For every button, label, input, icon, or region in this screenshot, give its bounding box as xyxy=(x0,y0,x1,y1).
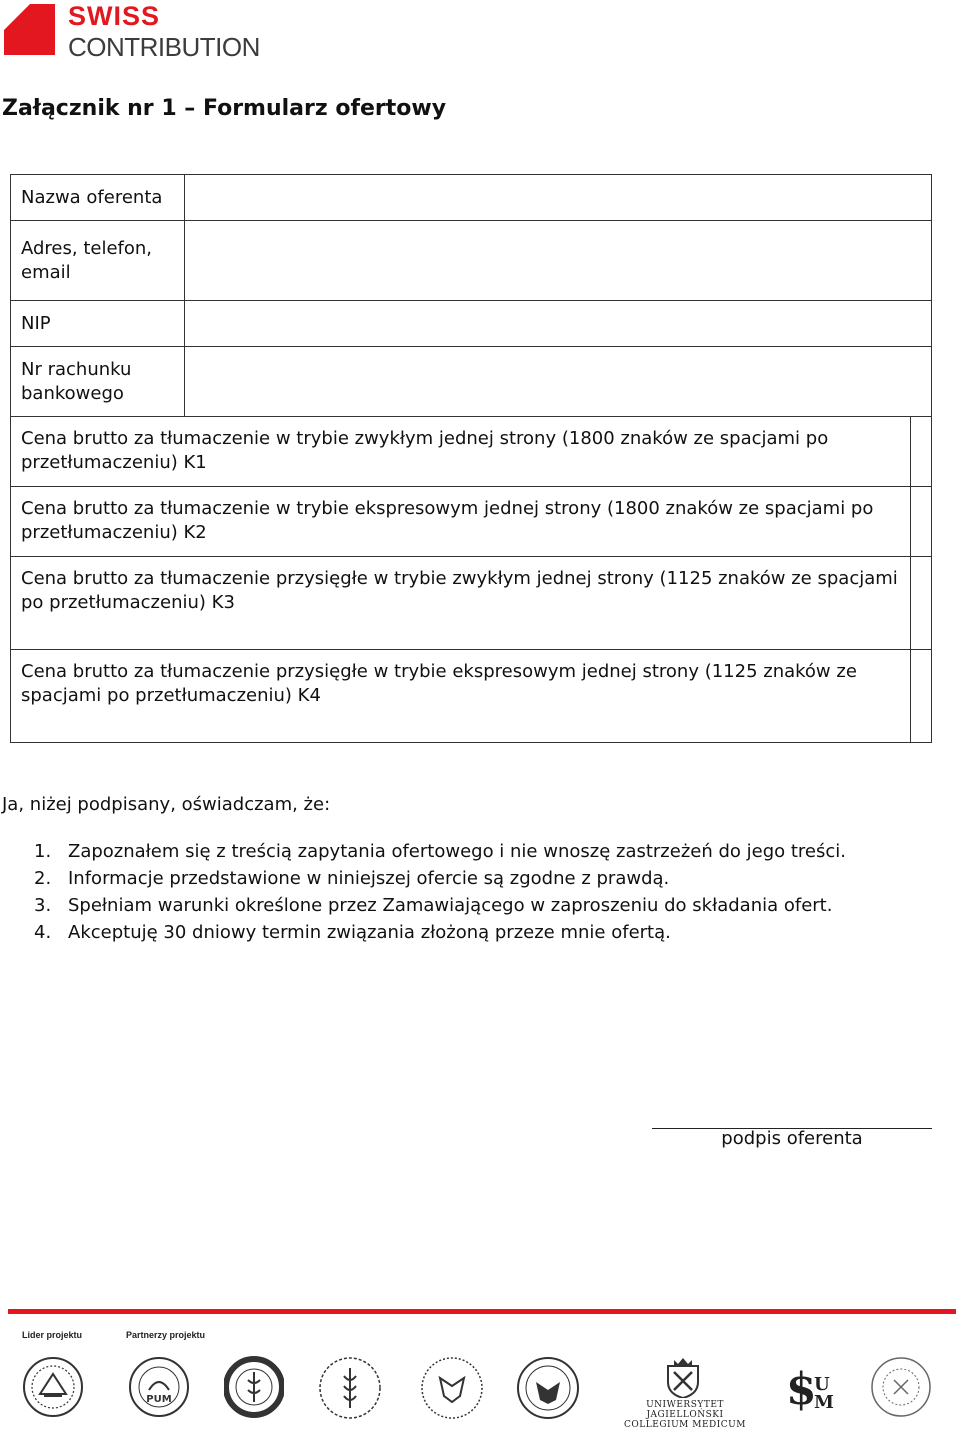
label-price-k4: Cena brutto za tłumaczenie przysięgłe w trybie ekspresowym jednej strony (1125 znaków ze spacjami po przetłumaczeniu) K4 xyxy=(11,650,911,743)
field-nip[interactable] xyxy=(185,301,932,347)
logo-text-contribution: CONTRIBUTION xyxy=(68,32,260,62)
svg-text:U: U xyxy=(814,1374,830,1395)
declaration-intro: Ja, niżej podpisany, oświadczam, że: xyxy=(2,794,331,815)
label-bank-account: Nr rachunku bankowego xyxy=(11,347,185,417)
list-item xyxy=(34,921,846,948)
label-price-k2: Cena brutto za tłumaczenie w trybie ekspresowym jednej strony (1800 znaków ze spacjami po przetłumaczeniu) K2 xyxy=(11,487,911,557)
list-item-number: 1. xyxy=(34,841,52,862)
uj-name-line-2: COLLEGIUM MEDICUM xyxy=(624,1420,746,1430)
footer-partners-label: Partnerzy projektu xyxy=(126,1330,206,1340)
field-price-k1[interactable] xyxy=(911,417,932,487)
sum-logo-icon xyxy=(784,1360,840,1412)
form-row-address xyxy=(11,221,932,301)
gdansk-seal-icon xyxy=(224,1356,284,1418)
list-item xyxy=(34,867,846,894)
form-row-k2 xyxy=(11,487,932,557)
label-price-k3: Cena brutto za tłumaczenie przysięgłe w trybie zwykłym jednej strony (1125 znaków ze spacjami po przetłumaczeniu) K3 xyxy=(11,557,911,650)
list-item-text: Spełniam warunki określone przez Zamawiającego w zaproszeniu do składania ofert. xyxy=(68,895,833,916)
svg-text:PUM: PUM xyxy=(146,1394,172,1405)
list-item-text: Akceptuję 30 dniowy termin związania złożoną przeze mnie ofertą. xyxy=(68,922,671,943)
declaration-list xyxy=(34,840,846,948)
form-row-k3 xyxy=(11,557,932,650)
svg-text:$: $ xyxy=(786,1364,817,1412)
field-address[interactable] xyxy=(185,221,932,301)
label-nip: NIP xyxy=(11,301,185,347)
form-row-name xyxy=(11,175,932,221)
swiss-contribution-logo xyxy=(4,1,304,62)
footer-divider xyxy=(8,1309,956,1314)
logo-text-swiss: SWISS xyxy=(68,1,161,31)
label-price-k1: Cena brutto za tłumaczenie w trybie zwykłym jednej strony (1800 znaków ze spacjami po przetłumaczeniu) K1 xyxy=(11,417,911,487)
svg-text:M: M xyxy=(814,1392,834,1412)
footer-lead-label: Lider projektu xyxy=(22,1330,83,1340)
field-price-k2[interactable] xyxy=(911,487,932,557)
uj-name xyxy=(610,1400,760,1430)
university-seal-icon xyxy=(22,1356,84,1418)
field-offeror-name[interactable] xyxy=(185,175,932,221)
field-price-k3[interactable] xyxy=(911,557,932,650)
field-bank-account[interactable] xyxy=(185,347,932,417)
list-item-number: 2. xyxy=(34,868,52,889)
list-item xyxy=(34,894,846,921)
logo-flag-icon xyxy=(4,4,55,55)
opole-seal-icon xyxy=(870,1356,932,1418)
warsaw-seal-icon xyxy=(420,1356,484,1420)
pum-seal-icon xyxy=(128,1356,190,1418)
label-offeror-name: Nazwa oferenta xyxy=(11,175,185,221)
offer-form-table xyxy=(10,174,932,743)
label-address: Adres, telefon, email xyxy=(11,221,185,301)
list-item-text: Zapoznałem się z treścią zapytania ofertowego i nie wnoszę zastrzeżeń do jego treści. xyxy=(68,841,847,862)
form-row-bank-account xyxy=(11,347,932,417)
list-item-number: 3. xyxy=(34,895,52,916)
list-item xyxy=(34,840,846,867)
bialystok-seal-icon xyxy=(318,1356,382,1420)
list-item-text: Informacje przedstawione w niniejszej ofercie są zgodne z prawdą. xyxy=(68,868,670,889)
lublin-seal-icon xyxy=(516,1356,580,1420)
signature-label: podpis oferenta xyxy=(721,1128,863,1149)
uj-crest-icon xyxy=(664,1356,702,1398)
page-title: Załącznik nr 1 – Formularz ofertowy xyxy=(2,96,447,121)
form-row-k4 xyxy=(11,650,932,743)
form-row-nip xyxy=(11,301,932,347)
form-row-k1 xyxy=(11,417,932,487)
field-price-k4[interactable] xyxy=(911,650,932,743)
uj-name-line-1: UNIWERSYTET JAGIELLOŃSKI xyxy=(646,1400,724,1420)
list-item-number: 4. xyxy=(34,922,52,943)
